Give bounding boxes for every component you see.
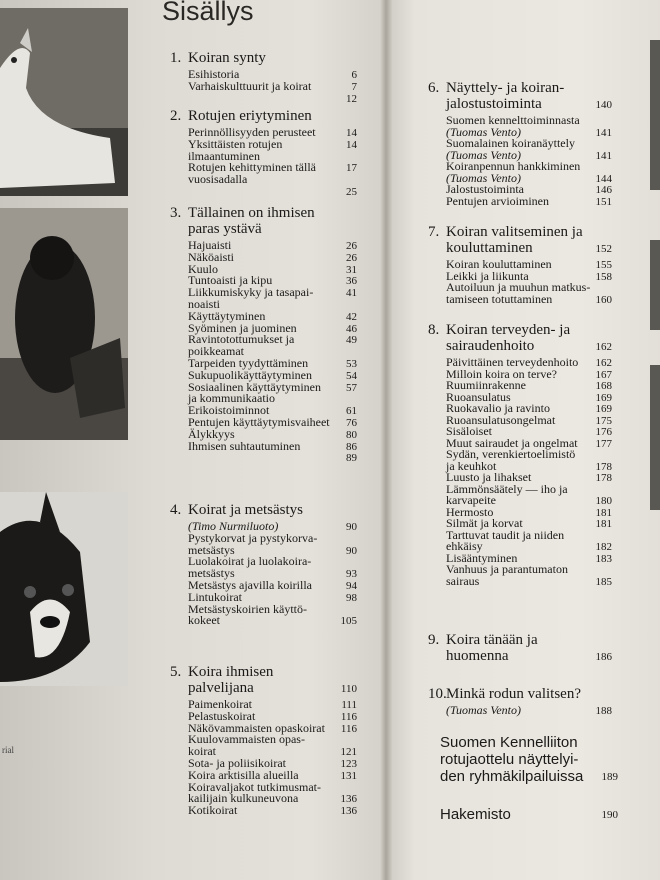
- chapter-number: 6.: [428, 80, 440, 96]
- toc-entry: Pystykorvat ja pystykorva-: [188, 530, 318, 545]
- toc-page-number: 53: [346, 358, 357, 370]
- toc-entry: Hajuaisti: [188, 238, 232, 252]
- toc-entry: Pentujen arvioiminen: [446, 193, 549, 208]
- toc-entry: Koiranpennun hankkiminen: [446, 159, 581, 173]
- toc-entry: koirat: [188, 744, 216, 759]
- chapter-page-number: 110: [340, 683, 357, 695]
- chapter-title: Tällainen on ihmisen: [188, 205, 315, 221]
- toc-page-number: 146: [595, 184, 612, 196]
- toc-entry: Tarttuvat taudit ja niiden: [446, 527, 565, 542]
- next-page-edge: [650, 240, 660, 330]
- toc-page-number: 167: [595, 368, 612, 381]
- toc-page-number: 136: [340, 793, 357, 806]
- toc-entry: Vanhuus ja parantumaton: [446, 562, 568, 576]
- chapter-page-number: 186: [595, 651, 612, 663]
- toc-entry: Hermosto: [446, 504, 494, 519]
- toc-page-number: 180: [595, 495, 612, 507]
- toc-page-number: 12: [346, 92, 357, 105]
- chapter-number: 10.: [428, 686, 447, 702]
- toc-entry: Kotikoirat: [188, 803, 238, 818]
- toc-page-number: 86: [346, 440, 357, 453]
- toc-page-number: 169: [595, 403, 612, 415]
- toc-entry: Autoiluun ja muuhun matkus-: [446, 280, 591, 294]
- toc-entry: Tarpeiden tyydyttäminen: [188, 356, 309, 370]
- toc-page-number: 177: [595, 437, 612, 450]
- toc-entry: (Tuomas Vento): [446, 703, 521, 717]
- toc-entry: Käyttäytyminen: [188, 308, 266, 323]
- toc-page-number: 178: [595, 460, 612, 473]
- toc-entry: Sydän, verenkiertoelimistö: [446, 447, 576, 461]
- chapter-number: 5.: [170, 664, 182, 680]
- toc-page-number: 136: [340, 805, 357, 818]
- toc-page-number: 26: [346, 251, 357, 264]
- toc-page-number: 6: [351, 69, 357, 81]
- toc-entry: Perinnöllisyyden perusteet: [188, 125, 316, 139]
- toc-page-number: 151: [595, 195, 612, 208]
- chapter-title: Koirat ja metsästys: [188, 502, 303, 518]
- toc-entry: Ruoansulatus: [446, 389, 511, 404]
- toc-entry: Sosiaalinen käyttäytyminen: [188, 379, 321, 394]
- toc-entry: Rotujen kehittyminen tällä: [188, 160, 316, 175]
- page-title: Sisällys: [162, 0, 254, 26]
- toc-page-number: 181: [595, 518, 612, 530]
- toc-entry: Lisääntyminen: [446, 550, 518, 565]
- toc-page-number: 162: [595, 357, 612, 369]
- toc-page-number: 178: [595, 472, 612, 484]
- toc-page-number: 183: [595, 552, 612, 565]
- toc-entry: kokeet: [188, 613, 220, 628]
- chapter-title: kouluttaminen: [446, 240, 533, 256]
- chapter-title: Koiran terveyden- ja: [446, 322, 571, 338]
- toc-entry: (Tuomas Vento): [446, 147, 521, 162]
- toc-entry: Älykkyys: [188, 426, 235, 441]
- toc-page-number: 25: [346, 186, 357, 198]
- toc-page-number: 116: [340, 710, 357, 723]
- toc-entry: Esihistoria: [188, 67, 240, 81]
- toc-entry: ja keuhkot: [446, 458, 497, 473]
- chapter-title: Koiran synty: [188, 50, 266, 66]
- toc-page-number: 46: [346, 322, 357, 335]
- toc-entry: Yksittäisten rotujen: [188, 136, 283, 151]
- toc-entry: Näkövammaisten opaskoirat: [188, 720, 325, 735]
- toc-entry: Kuulo: [188, 261, 218, 276]
- toc-entry: Koiran kouluttaminen: [446, 257, 552, 271]
- toc-page-number: 168: [595, 380, 612, 392]
- toc-extra-page-number: 190: [601, 809, 618, 821]
- toc-page-number: 89: [346, 452, 357, 465]
- toc-page-number: 175: [595, 414, 612, 427]
- toc-entry: Ruokavalio ja ravinto: [446, 401, 550, 415]
- toc-page-number: 141: [595, 149, 612, 162]
- toc-entry: Lintukoirat: [188, 589, 242, 604]
- toc-entry: vuosisadalla: [188, 172, 248, 187]
- toc-entry: Silmät ja korvat: [446, 516, 523, 530]
- chapter-title: jalostustoiminta: [446, 96, 542, 112]
- chapter-number: 4.: [170, 502, 182, 518]
- toc-entry: karvapeite: [446, 493, 496, 507]
- toc-entry: Koiravaljakot tutkimusmat-: [188, 779, 321, 794]
- toc-page-number: 121: [340, 746, 357, 759]
- toc-entry: Suomalainen koiranäyttely: [446, 136, 575, 150]
- toc-page-number: 14: [346, 127, 357, 139]
- toc-entry: Tuntoaisti ja kipu: [188, 273, 273, 288]
- toc-page-number: 105: [340, 615, 357, 628]
- toc-entry: Näköaisti: [188, 249, 234, 264]
- toc-entry: Ihmisen suhtautuminen: [188, 438, 301, 453]
- toc-page-number: 131: [340, 769, 357, 782]
- next-page-edge: [650, 40, 660, 190]
- toc-entry: Lämmönsäätely — iho ja: [446, 481, 568, 496]
- toc-entry: kailijain kulkuneuvona: [188, 791, 299, 806]
- toc-entry: Päivittäinen terveydenhoito: [446, 355, 579, 369]
- toc-entry: ehkäisy: [446, 539, 483, 553]
- toc-page-number: 14: [346, 138, 357, 151]
- toc-page-number: 57: [346, 381, 357, 394]
- toc-page-number: 7: [351, 80, 357, 93]
- toc-entry: Ravintotottumukset ja: [188, 332, 295, 347]
- toc-entry: Varhaiskulttuurit ja koirat: [188, 78, 312, 93]
- toc-extra-title: den ryhmäkilpailuissa: [440, 768, 584, 785]
- toc-entry: Metsästyskoirien käyttö-: [188, 601, 307, 616]
- toc-entry: Sota- ja poliisikoirat: [188, 756, 286, 770]
- toc-extra-title: rotujaottelu näyttelyi-: [440, 751, 579, 768]
- toc-entry: metsästys: [188, 566, 235, 581]
- toc-page-number: 36: [346, 275, 357, 288]
- toc-page-number: 90: [346, 544, 357, 557]
- toc-page-number: 111: [341, 699, 357, 711]
- chapter-title: Minkä rodun valitsen?: [446, 686, 581, 702]
- toc-page-number: 182: [595, 541, 612, 553]
- toc-entry: Muut sairaudet ja ongelmat: [446, 435, 578, 450]
- toc-page-number: 94: [346, 580, 357, 592]
- toc-entry: ilmaantuminen: [188, 148, 260, 163]
- chapter-title: huomenna: [446, 648, 509, 664]
- toc-page-number: 141: [595, 126, 612, 139]
- toc-page-number: 90: [346, 521, 357, 533]
- toc-entry: Erikoistoiminnot: [188, 403, 270, 418]
- chapter-number: 9.: [428, 632, 440, 648]
- toc-page-number: 98: [346, 591, 357, 604]
- chapter-title: paras ystävä: [188, 221, 262, 237]
- toc-entry: Ruumiinrakenne: [446, 378, 526, 392]
- chapter-number: 3.: [170, 205, 182, 221]
- toc-entry: Sisäloiset: [446, 424, 493, 438]
- toc-page-number: 93: [346, 568, 357, 581]
- toc-entry: poikkeamat: [188, 344, 244, 359]
- toc-entry: Ruoansulatusongelmat: [446, 412, 556, 427]
- toc-entry: Suomen kennelttoiminnasta: [446, 113, 580, 127]
- toc-entry: Liikkumiskyky ja tasapai-: [188, 285, 314, 300]
- toc-extra-title: Hakemisto: [440, 806, 511, 823]
- toc-entry: Paimenkoirat: [188, 697, 252, 711]
- chapter-title: Koira ihmisen: [188, 664, 274, 680]
- chapter-title: Koira tänään ja: [446, 632, 538, 648]
- chapter-page-number: 140: [595, 99, 612, 111]
- toc-page-number: 80: [346, 428, 357, 441]
- toc-entry: Jalostustoiminta: [446, 182, 524, 196]
- toc-page-number: 185: [595, 575, 612, 588]
- chapter-title: Rotujen eriytyminen: [188, 108, 312, 124]
- book-gutter: [380, 0, 392, 880]
- toc-entry: sairaus: [446, 573, 480, 588]
- toc-entry: Luusto ja lihakset: [446, 470, 532, 484]
- chapter-number: 2.: [170, 108, 182, 124]
- toc-page-number: 160: [595, 293, 612, 306]
- photo-boston-terrier: [0, 492, 128, 686]
- chapter-title: palvelijana: [188, 680, 254, 696]
- toc-entry: (Tuomas Vento): [446, 170, 521, 185]
- toc-page-number: 155: [595, 259, 612, 271]
- toc-page-number: 41: [346, 287, 357, 300]
- toc-entry: (Timo Nurmiluoto): [188, 519, 279, 533]
- toc-entry: ja kommunikaatio: [188, 391, 275, 406]
- toc-page-number: 42: [346, 310, 357, 323]
- toc-entry: Syöminen ja juominen: [188, 320, 297, 335]
- toc-entry: noaisti: [188, 297, 220, 311]
- chapter-title: sairaudenhoito: [446, 338, 535, 354]
- toc-entry: Metsästys ajavilla koirilla: [188, 578, 312, 592]
- chapter-number: 8.: [428, 322, 440, 338]
- photo-great-dane: [0, 8, 128, 196]
- toc-entry: Kuulovammaisten opas-: [188, 732, 305, 747]
- toc-page-number: 188: [595, 705, 612, 717]
- toc-page-number: 61: [346, 405, 357, 418]
- toc-page-number: 31: [346, 263, 357, 276]
- toc-page-number: 26: [346, 240, 357, 252]
- toc-page-number: 181: [595, 506, 612, 519]
- toc-entry: Sukupuolikäyttäytyminen: [188, 367, 312, 382]
- toc-entry: Leikki ja liikunta: [446, 268, 529, 283]
- toc-page-number: 158: [595, 270, 612, 283]
- next-page-edge: [650, 365, 660, 510]
- toc-entry: (Tuomas Vento): [446, 124, 521, 139]
- toc-page-number: 49: [346, 334, 357, 347]
- toc-page-number: 76: [346, 417, 357, 429]
- photo-newfoundland: [0, 208, 128, 440]
- photo-caption: rial: [2, 745, 14, 755]
- toc-entry: Pentujen käyttäytymisvaiheet: [188, 415, 330, 429]
- chapter-title: Näyttely- ja koiran-: [446, 80, 565, 96]
- chapter-page-number: 152: [595, 243, 612, 255]
- toc-entry: Luolakoirat ja luolakoira-: [188, 554, 312, 569]
- toc-page-number: 176: [595, 426, 612, 438]
- chapter-page-number: 162: [595, 341, 612, 353]
- toc-page-number: 116: [340, 722, 357, 735]
- toc-page-number: 17: [346, 162, 357, 175]
- toc-entry: metsästys: [188, 542, 235, 557]
- toc-page-number: 169: [595, 391, 612, 404]
- chapter-number: 7.: [428, 224, 440, 240]
- toc-entry: Milloin koira on terve?: [446, 366, 557, 381]
- toc-entry: Pelastuskoirat: [188, 708, 256, 723]
- toc-page-number: 123: [340, 758, 357, 770]
- chapter-title: Koiran valitseminen ja: [446, 224, 583, 240]
- toc-entry: tamiseen totuttaminen: [446, 291, 553, 306]
- toc-page-number: 54: [346, 369, 357, 382]
- toc-extra-title: Suomen Kennelliiton: [440, 734, 578, 751]
- toc-page-number: 144: [595, 172, 612, 185]
- toc-entry: Koira arktisilla alueilla: [188, 767, 299, 782]
- toc-extra-page-number: 189: [601, 771, 618, 783]
- chapter-number: 1.: [170, 50, 182, 66]
